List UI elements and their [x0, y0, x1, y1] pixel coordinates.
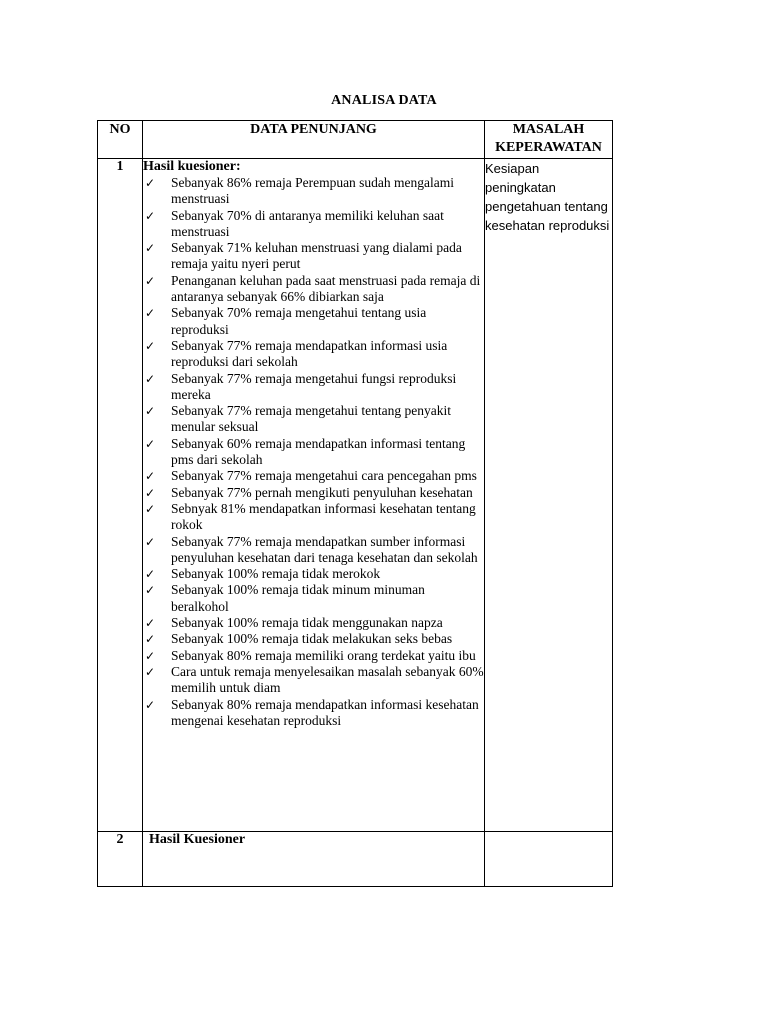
list-item-text: Sebanyak 77% remaja mengetahui cara pencegahan pms — [171, 468, 477, 484]
checkmark-icon: ✓ — [145, 338, 156, 353]
list-item — [143, 501, 484, 534]
list-item-text: Penanganan keluhan pada saat menstruasi pada remaja di antaranya sebanyak 66% dibiarkan saja — [171, 272, 481, 305]
list-item-text: Sebanyak 100% remaja tidak minum minuman beralkohol — [171, 582, 425, 614]
list-item — [143, 534, 484, 567]
checkmark-icon: ✓ — [145, 648, 156, 663]
checkmark-icon: ✓ — [145, 534, 156, 549]
list-item-text: Sebanyak 77% remaja mendapatkan sumber informasi penyuluhan kesehatan dari tenaga kesehatan dan sekolah — [171, 533, 478, 565]
section-title: Hasil kuesioner: — [143, 159, 241, 174]
checkmark-icon: ✓ — [145, 567, 156, 582]
list-item — [143, 240, 484, 273]
list-item-text: Sebanyak 77% pernah mengikuti penyuluhan kesehatan — [171, 484, 473, 500]
header-masalah-line2: KEPERAWATAN — [495, 140, 602, 155]
masalah-keperawatan-cell: Kesiapan peningkatan pengetahuan tentang kesehatan reproduksi — [485, 159, 613, 832]
table-row — [98, 159, 613, 832]
checkmark-icon: ✓ — [145, 371, 156, 386]
list-item-text: Sebanyak 100% remaja tidak merokok — [171, 566, 381, 582]
page-title: ANALISA DATA — [331, 93, 437, 108]
list-item-text: Sebanyak 71% keluhan menstruasi yang dialami pada remaja yaitu nyeri perut — [171, 240, 462, 272]
data-penunjang-cell — [143, 832, 485, 887]
row-number: 2 — [98, 832, 143, 887]
list-item-text: Sebanyak 70% di antaranya memiliki keluhan saat menstruasi — [171, 207, 444, 239]
checkmark-icon: ✓ — [145, 176, 156, 190]
list-item — [143, 371, 484, 404]
list-item-text: Sebanyak 77% remaja mengetahui fungsi reproduksi mereka — [171, 370, 457, 402]
list-item — [143, 403, 484, 436]
list-item — [143, 582, 484, 615]
checklist — [143, 175, 484, 729]
list-item — [143, 485, 484, 501]
checkmark-icon: ✓ — [145, 632, 156, 647]
list-item-text: Sebanyak 80% remaja mendapatkan informasi kesehatan mengenai kesehatan reproduksi — [171, 696, 479, 728]
header-data-penunjang: DATA PENUNJANG — [143, 121, 485, 159]
list-item — [143, 566, 484, 582]
checkmark-icon: ✓ — [145, 306, 156, 321]
list-item-text: Sebanyak 100% remaja tidak menggunakan napza — [171, 615, 443, 631]
header-no: NO — [98, 121, 143, 159]
checkmark-icon: ✓ — [145, 208, 156, 223]
masalah-keperawatan-cell — [485, 832, 613, 887]
list-item — [143, 208, 484, 241]
list-item — [143, 468, 484, 484]
list-item — [143, 697, 484, 730]
list-item-text: Sebnyak 81% mendapatkan informasi kesehatan tentang rokok — [171, 500, 476, 533]
checkmark-icon: ✓ — [145, 241, 156, 256]
checkmark-icon: ✓ — [145, 273, 156, 288]
row-number: 1 — [98, 159, 143, 832]
checkmark-icon: ✓ — [145, 436, 156, 451]
analisa-data-table — [97, 120, 613, 887]
list-item — [143, 273, 484, 306]
list-item — [143, 305, 484, 338]
checkmark-icon: ✓ — [145, 404, 156, 419]
list-item — [143, 175, 484, 208]
list-item — [143, 338, 484, 371]
section-title: Hasil Kuesioner — [149, 832, 246, 847]
header-masalah-keperawatan — [485, 121, 613, 159]
checkmark-icon: ✓ — [145, 469, 156, 484]
checkmark-icon: ✓ — [145, 616, 156, 631]
header-masalah-line1: MASALAH — [512, 122, 585, 137]
list-item-text: Sebanyak 86% remaja Perempuan sudah mengalami menstruasi — [171, 175, 455, 207]
checkmark-icon: ✓ — [145, 664, 156, 679]
list-item — [143, 631, 484, 647]
table-header-row — [98, 121, 613, 159]
list-item-text: Sebanyak 77% remaja mengetahui tentang penyakit menular seksual — [171, 403, 452, 435]
data-penunjang-cell — [143, 159, 485, 832]
checkmark-icon: ✓ — [145, 697, 156, 712]
list-item-text: Sebanyak 80% remaja memiliki orang terdekat yaitu ibu — [171, 647, 476, 663]
checkmark-icon: ✓ — [145, 485, 156, 500]
list-item — [143, 664, 484, 697]
list-item-text: Sebanyak 60% remaja mendapatkan informasi tentang pms dari sekolah — [171, 435, 466, 468]
table-row — [98, 832, 613, 887]
list-item — [143, 615, 484, 631]
checkmark-icon: ✓ — [145, 583, 156, 598]
list-item-text: Sebanyak 100% remaja tidak melakukan seks bebas — [171, 631, 453, 647]
list-item-text: Cara untuk remaja menyelesaikan masalah sebanyak 60% memilih untuk diam — [171, 663, 484, 696]
list-item — [143, 436, 484, 469]
list-item — [143, 648, 484, 664]
checkmark-icon: ✓ — [145, 501, 156, 516]
list-item-text: Sebanyak 70% remaja mengetahui tentang usia reproduksi — [171, 305, 427, 337]
list-item-text: Sebanyak 77% remaja mendapatkan informasi usia reproduksi dari sekolah — [171, 337, 448, 370]
